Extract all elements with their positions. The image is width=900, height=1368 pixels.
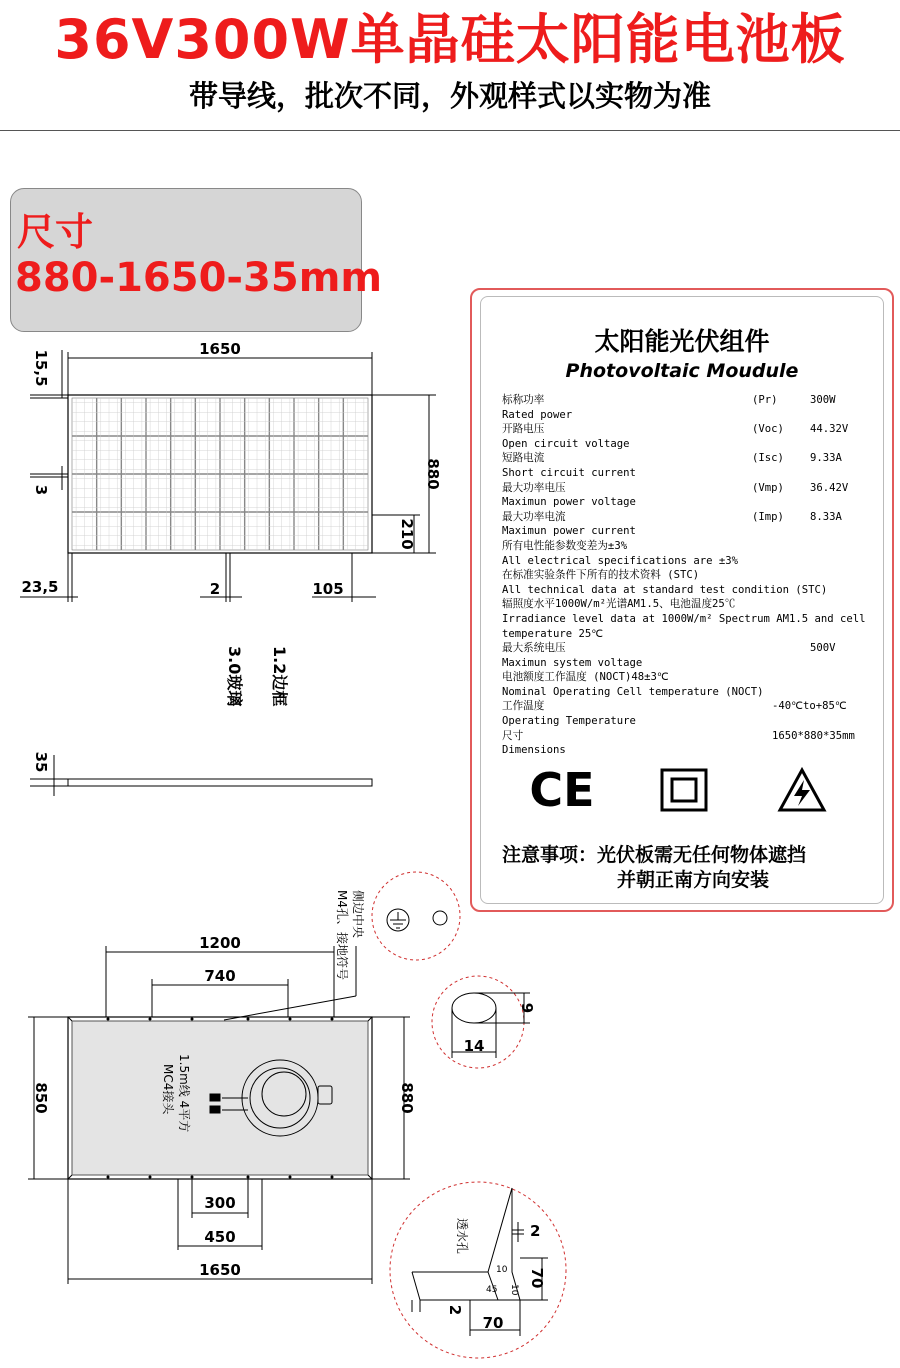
dim-hole-w: 14 [463,1037,485,1055]
spec-row [502,422,887,437]
spec-row [502,743,887,758]
spec-row [502,583,887,598]
dim-back-bottom-mid: 450 [204,1228,236,1246]
spec-en: All electrical specifications are ±3% [502,554,738,567]
installation-notice [502,843,806,893]
spec-cn: 在标准实验条件下所有的技术资料 (STC) [502,569,700,582]
spec-cn: 标称功率 [502,394,545,406]
spec-row [502,495,887,510]
dim-thickness: 35 [32,751,50,773]
hole-note-1: 侧边中央 [351,890,365,939]
spec-en: Rated power [502,408,573,421]
cable-note-2: MC4接头 [161,1064,175,1115]
spec-en: Maximun power voltage [502,496,636,509]
drain-d4: 10 [509,1284,519,1296]
dim-left-mid: 3 [32,484,50,496]
dim-back-left: 850 [32,1082,50,1114]
drain-d1: 2 [530,1222,541,1240]
spec-list [502,393,887,758]
notice-line-2: 并朝正南方向安装 [617,869,770,891]
spec-sym: (Vmp) [752,481,784,494]
spec-row [502,408,887,423]
spec-cn: 工作温度 [502,700,545,713]
spec-row [502,393,887,408]
spec-row [502,714,887,729]
spec-val: 1650*880*35mm [772,729,855,742]
spec-row [502,510,887,525]
ce-mark-icon: CE [529,763,595,817]
spec-cn: 短路电流 [502,452,545,465]
nameplate [470,288,894,912]
dim-bottom-left: 23,5 [21,578,59,596]
nameplate-title-cn: 太阳能光伏组件 [594,327,770,356]
dim-back-top-outer: 1200 [199,934,241,952]
spec-row [502,481,887,496]
spec-cn: 辐照度水平1000W/m²光谱AM1.5、电池温度25℃ [502,598,736,611]
dim-top-left: 15,5 [32,349,50,387]
spec-en: Open circuit voltage [502,437,630,450]
page-subtitle: 带导线，批次不同，外观样式以实物为准 [188,79,711,113]
spec-en: Nominal Operating Cell temperature (NOCT) [502,685,764,698]
spec-row [502,685,887,700]
spec-cn: 最大功率电流 [502,510,566,523]
drain-d6: 70 [482,1314,504,1332]
cable-note-1: 1.5m线 4平方 [177,1054,191,1133]
nameplate-title-en: Photovoltaic Moudule [565,360,799,382]
size-value: 880-1650-35mm [15,255,383,301]
dim-right-small: 210 [398,518,416,550]
high-voltage-warning-icon [780,770,824,810]
page-title: 36V300W单晶硅太阳能电池板 [54,8,846,71]
dim-back-right: 880 [398,1082,416,1114]
drain-d5: 2 [446,1304,464,1316]
spec-cn: 最大系统电压 [502,642,566,655]
dim-bottom-mid: 2 [209,580,221,598]
spec-row [502,554,887,569]
double-insulation-icon [662,770,706,810]
spec-en: All technical data at standard test condition (STC) [502,583,828,596]
spec-row [502,612,887,627]
drain-angle: 45 [486,1285,498,1295]
dim-hole-h: 9 [518,1002,536,1014]
spec-sym: (Voc) [752,423,784,436]
spec-en: Maximun system voltage [502,656,643,669]
material-frame: 1.2边框 [270,646,289,707]
spec-row [502,437,887,452]
spec-val: 36.42V [810,481,849,494]
dim-back-bottom-inner: 300 [204,1194,236,1212]
size-label: 尺寸 [17,210,94,254]
spec-sym: (Isc) [752,452,784,465]
spec-row [502,656,887,671]
spec-row [502,699,887,714]
side-view [30,755,372,796]
drain-label: 透水孔 [455,1218,469,1255]
spec-val: 300W [810,394,836,406]
drain-d2: 70 [528,1267,546,1289]
dim-bottom-right: 105 [312,580,344,598]
spec-en: Short circuit current [502,466,636,479]
dim-front-width: 1650 [199,340,241,358]
hole-note-2: M4孔、接地符号 [335,890,349,980]
spec-sym: (Pr) [752,394,778,406]
spec-row [502,641,887,656]
spec-row [502,597,887,612]
spec-cn: 电池额度工作温度 (NOCT)48±3℃ [502,671,669,684]
spec-row [502,568,887,583]
spec-sym: (Imp) [752,510,784,523]
spec-row [502,466,887,481]
spec-row [502,627,887,642]
spec-en: Operating Temperature [502,715,636,728]
spec-cn: 开路电压 [502,423,545,436]
spec-cn: 尺寸 [502,729,524,742]
spec-en: Maximun power current [502,525,636,538]
spec-cn: 所有电性能参数变差为±3% [502,539,628,552]
spec-row [502,670,887,685]
spec-val: 8.33A [810,510,842,523]
dim-front-height: 880 [424,458,442,490]
front-view-panel [20,350,436,602]
material-glass: 3.0玻璃 [225,646,244,707]
spec-val: 9.33A [810,452,842,465]
spec-row [502,539,887,554]
spec-row [502,729,887,744]
spec-val: -40℃to+85℃ [772,700,847,713]
notice-line-1: 注意事项：光伏板需无任何物体遮挡 [502,844,807,866]
spec-en: Irradiance level data at 1000W/m² Spectrum AM1.5 and cell [502,612,866,625]
certification-icons [472,758,892,838]
spec-val: 44.32V [810,423,849,436]
spec-en: temperature 25℃ [502,627,604,640]
spec-cn: 最大功率电压 [502,481,566,494]
spec-row [502,524,887,539]
drain-d3: 10 [496,1265,508,1275]
spec-val: 500V [810,642,836,655]
dim-back-top-inner: 740 [204,967,236,985]
spec-row [502,451,887,466]
spec-en: Dimensions [502,744,566,757]
dim-back-bottom-outer: 1650 [199,1261,241,1279]
